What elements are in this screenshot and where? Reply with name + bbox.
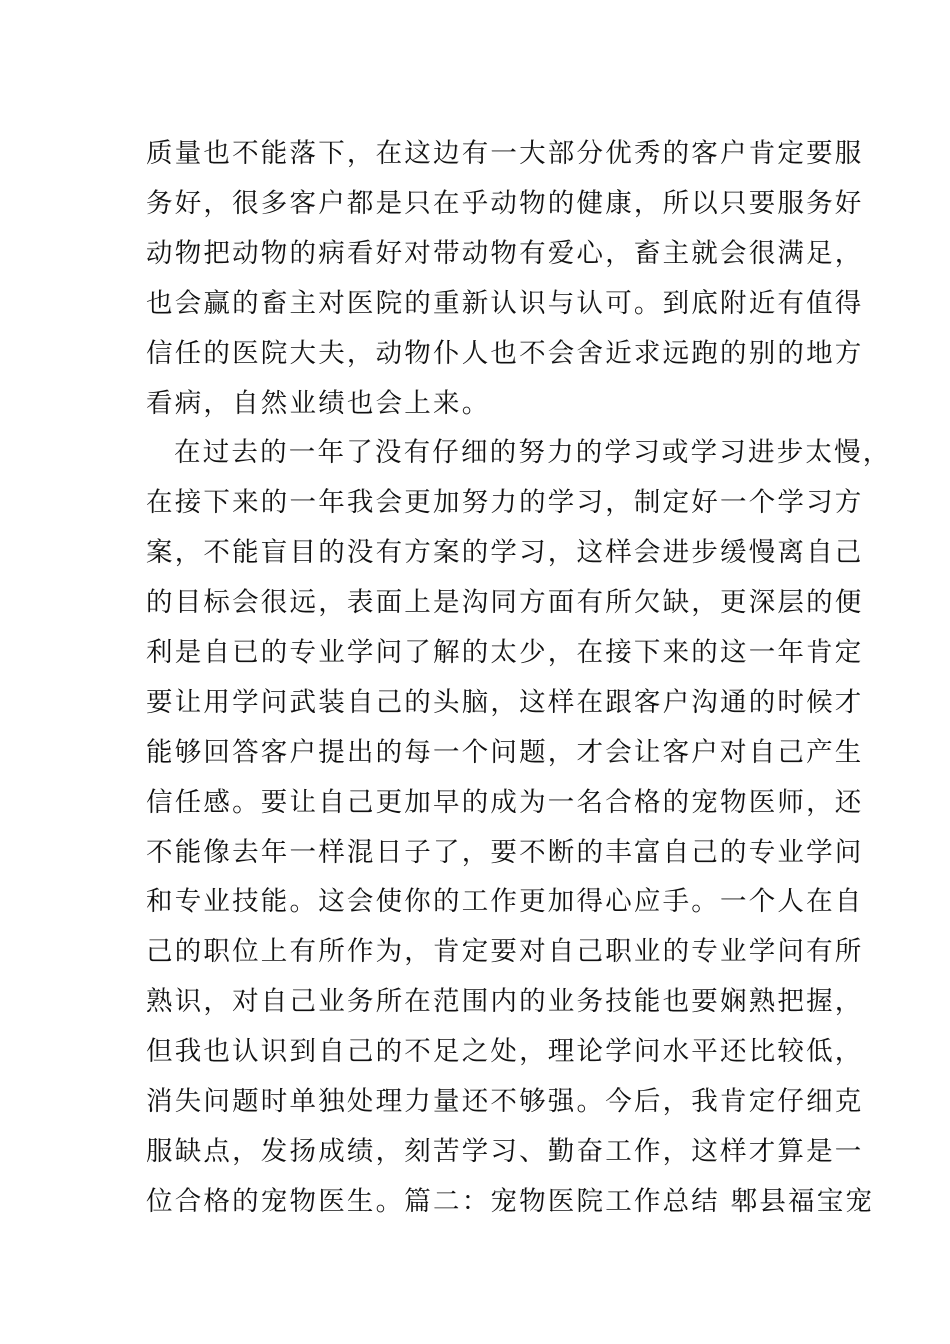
text-line: 案，不能盲目的没有方案的学习，这样会进步缓慢离自己 xyxy=(146,537,864,568)
text-line: 质量也不能落下，在这边有一大部分优秀的客户肯定要服 xyxy=(146,138,864,169)
text-line: 在接下来的一年我会更加努力的学习，制定好一个学习方 xyxy=(146,487,864,518)
text-line: 不能像去年一样混日子了，要不断的丰富自己的专业学问 xyxy=(146,837,864,868)
paragraph-first-line: 在过去的一年了没有仔细的努力的学习或学习进步太慢， xyxy=(174,437,892,468)
text-line: 信任感。要让自己更加早的成为一名合格的宠物医师，还 xyxy=(146,787,864,818)
text-line: 也会赢的畜主对医院的重新认识与认可。到底附近有值得 xyxy=(146,288,864,319)
text-line: 信任的医院大夫，动物仆人也不会舍近求远跑的别的地方 xyxy=(146,338,864,369)
text-line: 己的职位上有所作为，肯定要对自己职业的专业学问有所 xyxy=(146,936,864,967)
text-line: 要让用学问武装自己的头脑，这样在跟客户沟通的时候才 xyxy=(146,687,864,718)
text-line: 看病，自然业绩也会上来。 xyxy=(146,388,491,419)
text-line: 能够回答客户提出的每一个问题，才会让客户对自己产生 xyxy=(146,737,864,768)
text-line: 利是自已的专业学问了解的太少，在接下来的这一年肯定 xyxy=(146,637,864,668)
text-line: 动物把动物的病看好对带动物有爱心，畜主就会很满足， xyxy=(146,238,864,269)
text-line: 但我也认识到自己的不足之处，理论学问水平还比较低， xyxy=(146,1036,864,1067)
text-line: 熟识，对自己业务所在范围内的业务技能也要娴熟把握， xyxy=(146,986,864,1017)
text-line: 和专业技能。这会使你的工作更加得心应手。一个人在自 xyxy=(146,886,864,917)
text-line: 消失问题时单独处理力量还不够强。今后，我肯定仔细克 xyxy=(146,1086,864,1117)
text-line: 服缺点，发扬成绩，刻苦学习、勤奋工作，这样才算是一 xyxy=(146,1136,864,1167)
text-line: 位合格的宠物医生。篇二：宠物医院工作总结 郫县福宝宠 xyxy=(146,1186,875,1217)
text-line: 务好，很多客户都是只在乎动物的健康，所以只要服务好 xyxy=(146,188,864,219)
text-line: 的目标会很远，表面上是沟同方面有所欠缺，更深层的便 xyxy=(146,587,864,618)
